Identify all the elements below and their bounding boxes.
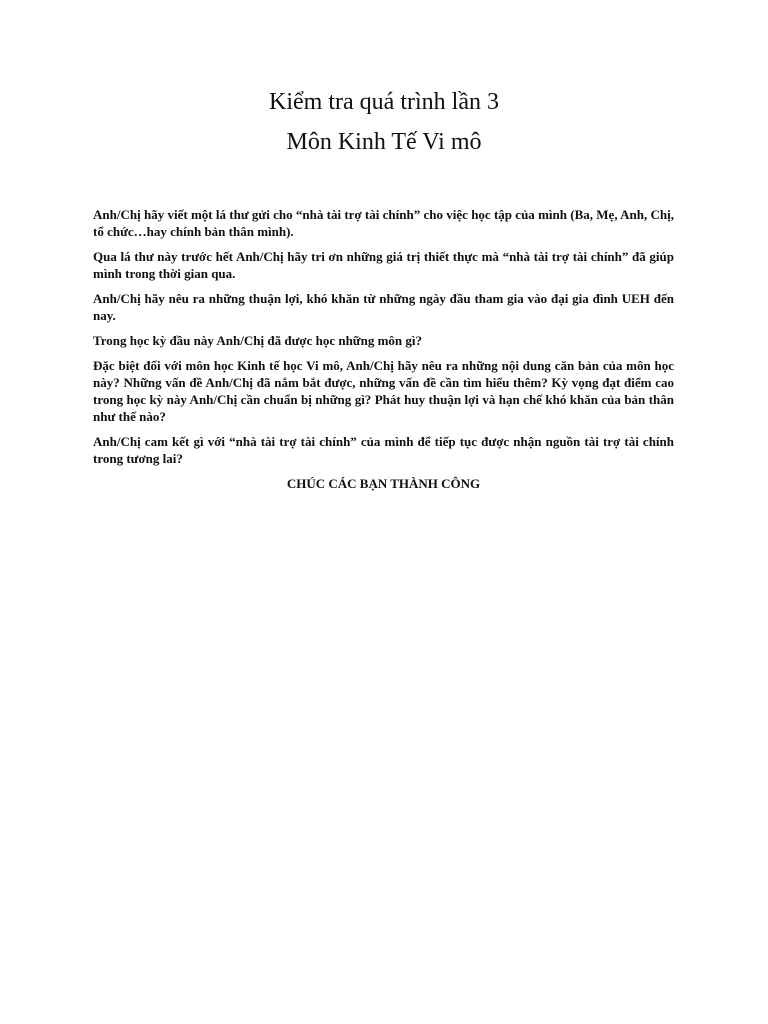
document-body xyxy=(93,206,674,492)
paragraph-courses: Trong học kỳ đầu này Anh/Chị đã được học những môn gì? xyxy=(93,333,423,348)
document-subtitle: Môn Kinh Tế Vi mô xyxy=(286,129,482,155)
document-title: Kiểm tra quá trình lần 3 xyxy=(269,89,499,115)
paragraph-commitment: Anh/Chị cam kết gì với “nhà tài trợ tài chính” của mình để tiếp tục được nhận nguồn tài trợ tài chính trong tương lai? xyxy=(93,434,674,466)
paragraph-advantages: Anh/Chị hãy nêu ra những thuận lợi, khó khăn từ những ngày đầu tham gia vào đại gia đình UEH đến nay. xyxy=(93,291,674,323)
paragraph-letter-instruction: Anh/Chị hãy viết một lá thư gửi cho “nhà tài trợ tài chính” cho việc học tập của mình (Ba, Mẹ, Anh, Chị, tổ chức…hay chính bản thân mình). xyxy=(93,207,674,239)
paragraph-microeconomics: Đặc biệt đối với môn học Kinh tế học Vi mô, Anh/Chị hãy nêu ra những nội dung căn bản của môn học này? Những vấn đề Anh/Chị đã nắm bắt được, những vấn đề cần tìm hiểu thêm? Kỳ vọng đạt điểm cao trong học kỳ này Anh/Chị cần chuẩn bị những gì? Phát huy thuận lợi và hạn chế khó khăn của bản thân như thế nào? xyxy=(93,358,674,424)
paragraph-gratitude: Qua lá thư này trước hết Anh/Chị hãy tri ơn những giá trị thiết thực mà “nhà tài trợ tài chính” đã giúp mình trong thời gian qua. xyxy=(93,249,674,281)
closing-line: CHÚC CÁC BẠN THÀNH CÔNG xyxy=(286,476,481,491)
